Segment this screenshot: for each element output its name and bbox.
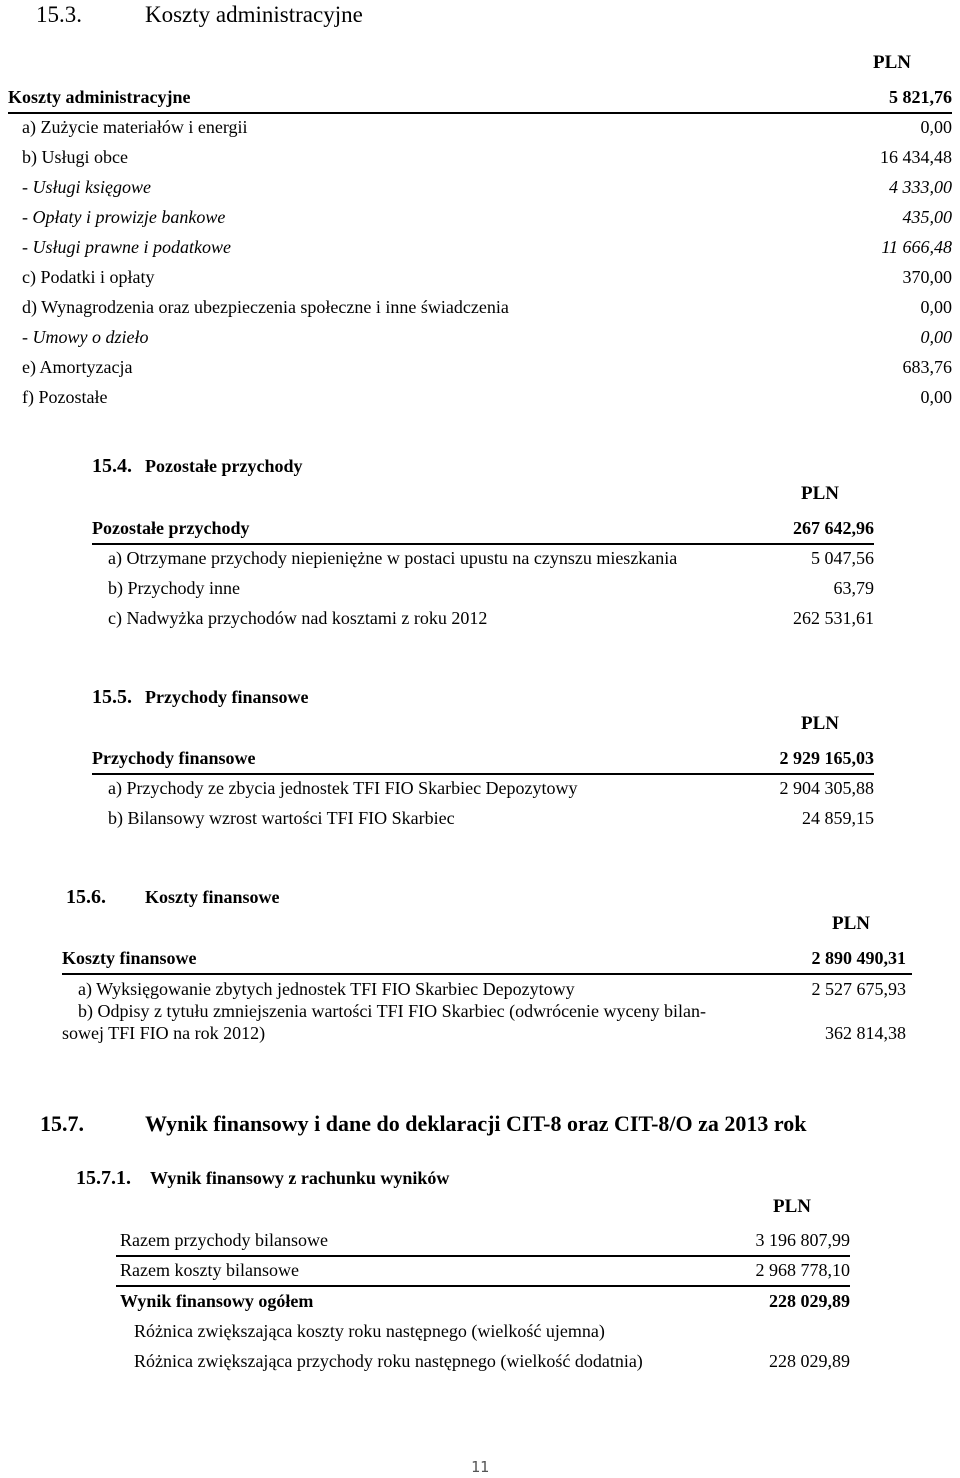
row-value: 0,00 [920, 327, 952, 347]
row-value: 63,79 [833, 578, 874, 598]
table-row [22, 262, 952, 292]
section-title: Koszty finansowe [145, 887, 280, 907]
table-row-total [8, 82, 952, 114]
row-value: 11 666,48 [881, 237, 952, 257]
section-title: Pozostałe przychody [145, 456, 303, 476]
row-value: 228 029,89 [769, 1291, 850, 1311]
row-label: c) Nadwyżka przychodów nad kosztami z roku 2012 [108, 608, 488, 628]
row-value: 4 333,00 [889, 177, 952, 197]
row-label: b) Przychody inne [108, 578, 240, 598]
section-number: 15.4. [92, 455, 132, 477]
row-value: 370,00 [902, 267, 952, 287]
row-label: b) Bilansowy wzrost wartości TFI FIO Skarbiec [108, 808, 455, 828]
row-label-line2: sowej TFI FIO na rok 2012) [62, 1023, 266, 1043]
table-row [108, 603, 874, 633]
section-title: Przychody finansowe [145, 687, 309, 707]
table-row [22, 322, 952, 352]
row-label: Koszty finansowe [62, 948, 197, 968]
row-value: 2 968 778,10 [755, 1260, 850, 1280]
table-row [22, 142, 952, 172]
row-label: Różnica zwiększająca koszty roku następnego (wielkość ujemna) [134, 1321, 605, 1341]
row-value: 0,00 [920, 387, 952, 407]
table-row [22, 382, 952, 412]
row-label: - Usługi prawne i podatkowe [22, 237, 231, 257]
section-number: 15.5. [92, 686, 132, 708]
row-value: 2 527 675,93 [811, 979, 906, 999]
table-row-total [92, 743, 874, 775]
row-label: - Usługi księgowe [22, 177, 151, 197]
table-row [108, 803, 874, 833]
table-row-total [92, 513, 874, 545]
table-row-total [62, 943, 912, 975]
row-label: Razem koszty bilansowe [120, 1260, 299, 1280]
row-value: 262 531,61 [793, 608, 874, 628]
section-number: 15.3. [36, 2, 82, 27]
row-value: 2 929 165,03 [779, 748, 874, 768]
table-row [108, 573, 874, 603]
section-number: 15.6. [66, 886, 106, 908]
row-label: Koszty administracyjne [8, 87, 191, 107]
row-label: - Opłaty i prowizje bankowe [22, 207, 226, 227]
table-row [22, 232, 952, 262]
currency-header: PLN [873, 52, 911, 73]
row-value: 5 821,76 [889, 87, 952, 107]
table-row [108, 543, 874, 573]
subsection-title: Wynik finansowy z rachunku wyników [150, 1168, 450, 1188]
row-label: f) Pozostałe [22, 387, 108, 407]
table-row [22, 202, 952, 232]
table-row [134, 1316, 850, 1346]
currency-header: PLN [773, 1196, 811, 1217]
row-label: e) Amortyzacja [22, 357, 133, 377]
section-title: Koszty administracyjne [145, 2, 363, 27]
row-label: d) Wynagrodzenia oraz ubezpieczenia społeczne i inne świadczenia [22, 297, 509, 317]
row-value: 228 029,89 [769, 1351, 850, 1371]
row-label-line1: b) Odpisy z tytułu zmniejszenia wartości TFI FIO Skarbiec (odwrócenie wyceny bilan- [78, 1001, 706, 1021]
currency-header: PLN [801, 483, 839, 504]
row-value: 0,00 [920, 297, 952, 317]
table-row [116, 1225, 850, 1257]
table-row [116, 1255, 850, 1287]
row-value: 3 196 807,99 [755, 1230, 850, 1250]
row-label: Różnica zwiększająca przychody roku następnego (wielkość dodatnia) [134, 1351, 643, 1371]
row-value: 24 859,15 [802, 808, 874, 828]
row-label: a) Wyksięgowanie zbytych jednostek TFI FIO Skarbiec Depozytowy [78, 979, 575, 999]
currency-header: PLN [801, 713, 839, 734]
row-value: 362 814,38 [825, 1023, 906, 1043]
page-number: 11 [470, 1458, 490, 1476]
row-value: 267 642,96 [793, 518, 874, 538]
row-label: Pozostałe przychody [92, 518, 250, 538]
row-label: a) Przychody ze zbycia jednostek TFI FIO Skarbiec Depozytowy [108, 778, 578, 798]
currency-header: PLN [832, 913, 870, 934]
row-label: Razem przychody bilansowe [120, 1230, 328, 1250]
row-value: 5 047,56 [811, 548, 874, 568]
row-value: 2 890 490,31 [811, 948, 906, 968]
row-value: 2 904 305,88 [779, 778, 874, 798]
subsection-number: 15.7.1. [76, 1167, 131, 1189]
row-label: a) Otrzymane przychody niepieniężne w postaci upustu na czynszu mieszkania [108, 548, 678, 568]
table-row [108, 773, 874, 803]
section-title: Wynik finansowy i dane do deklaracji CIT-8 oraz CIT-8/O za 2013 rok [145, 1111, 807, 1136]
row-value: 16 434,48 [880, 147, 952, 167]
table-row-total [116, 1286, 850, 1316]
section-number: 15.7. [40, 1111, 84, 1136]
row-value: 683,76 [902, 357, 952, 377]
table-row [22, 112, 952, 142]
row-label: b) Usługi obce [22, 147, 128, 167]
table-row [22, 172, 952, 202]
table-row [22, 292, 952, 322]
row-label: Wynik finansowy ogółem [120, 1291, 314, 1311]
table-row-wrapped [62, 1000, 906, 1044]
row-value: 0,00 [920, 117, 952, 137]
row-label: Przychody finansowe [92, 748, 256, 768]
row-label: a) Zużycie materiałów i energii [22, 117, 248, 137]
table-row [134, 1346, 850, 1376]
row-value: 435,00 [902, 207, 952, 227]
row-label: - Umowy o dzieło [22, 327, 149, 347]
table-row [22, 352, 952, 382]
row-label: c) Podatki i opłaty [22, 267, 155, 287]
